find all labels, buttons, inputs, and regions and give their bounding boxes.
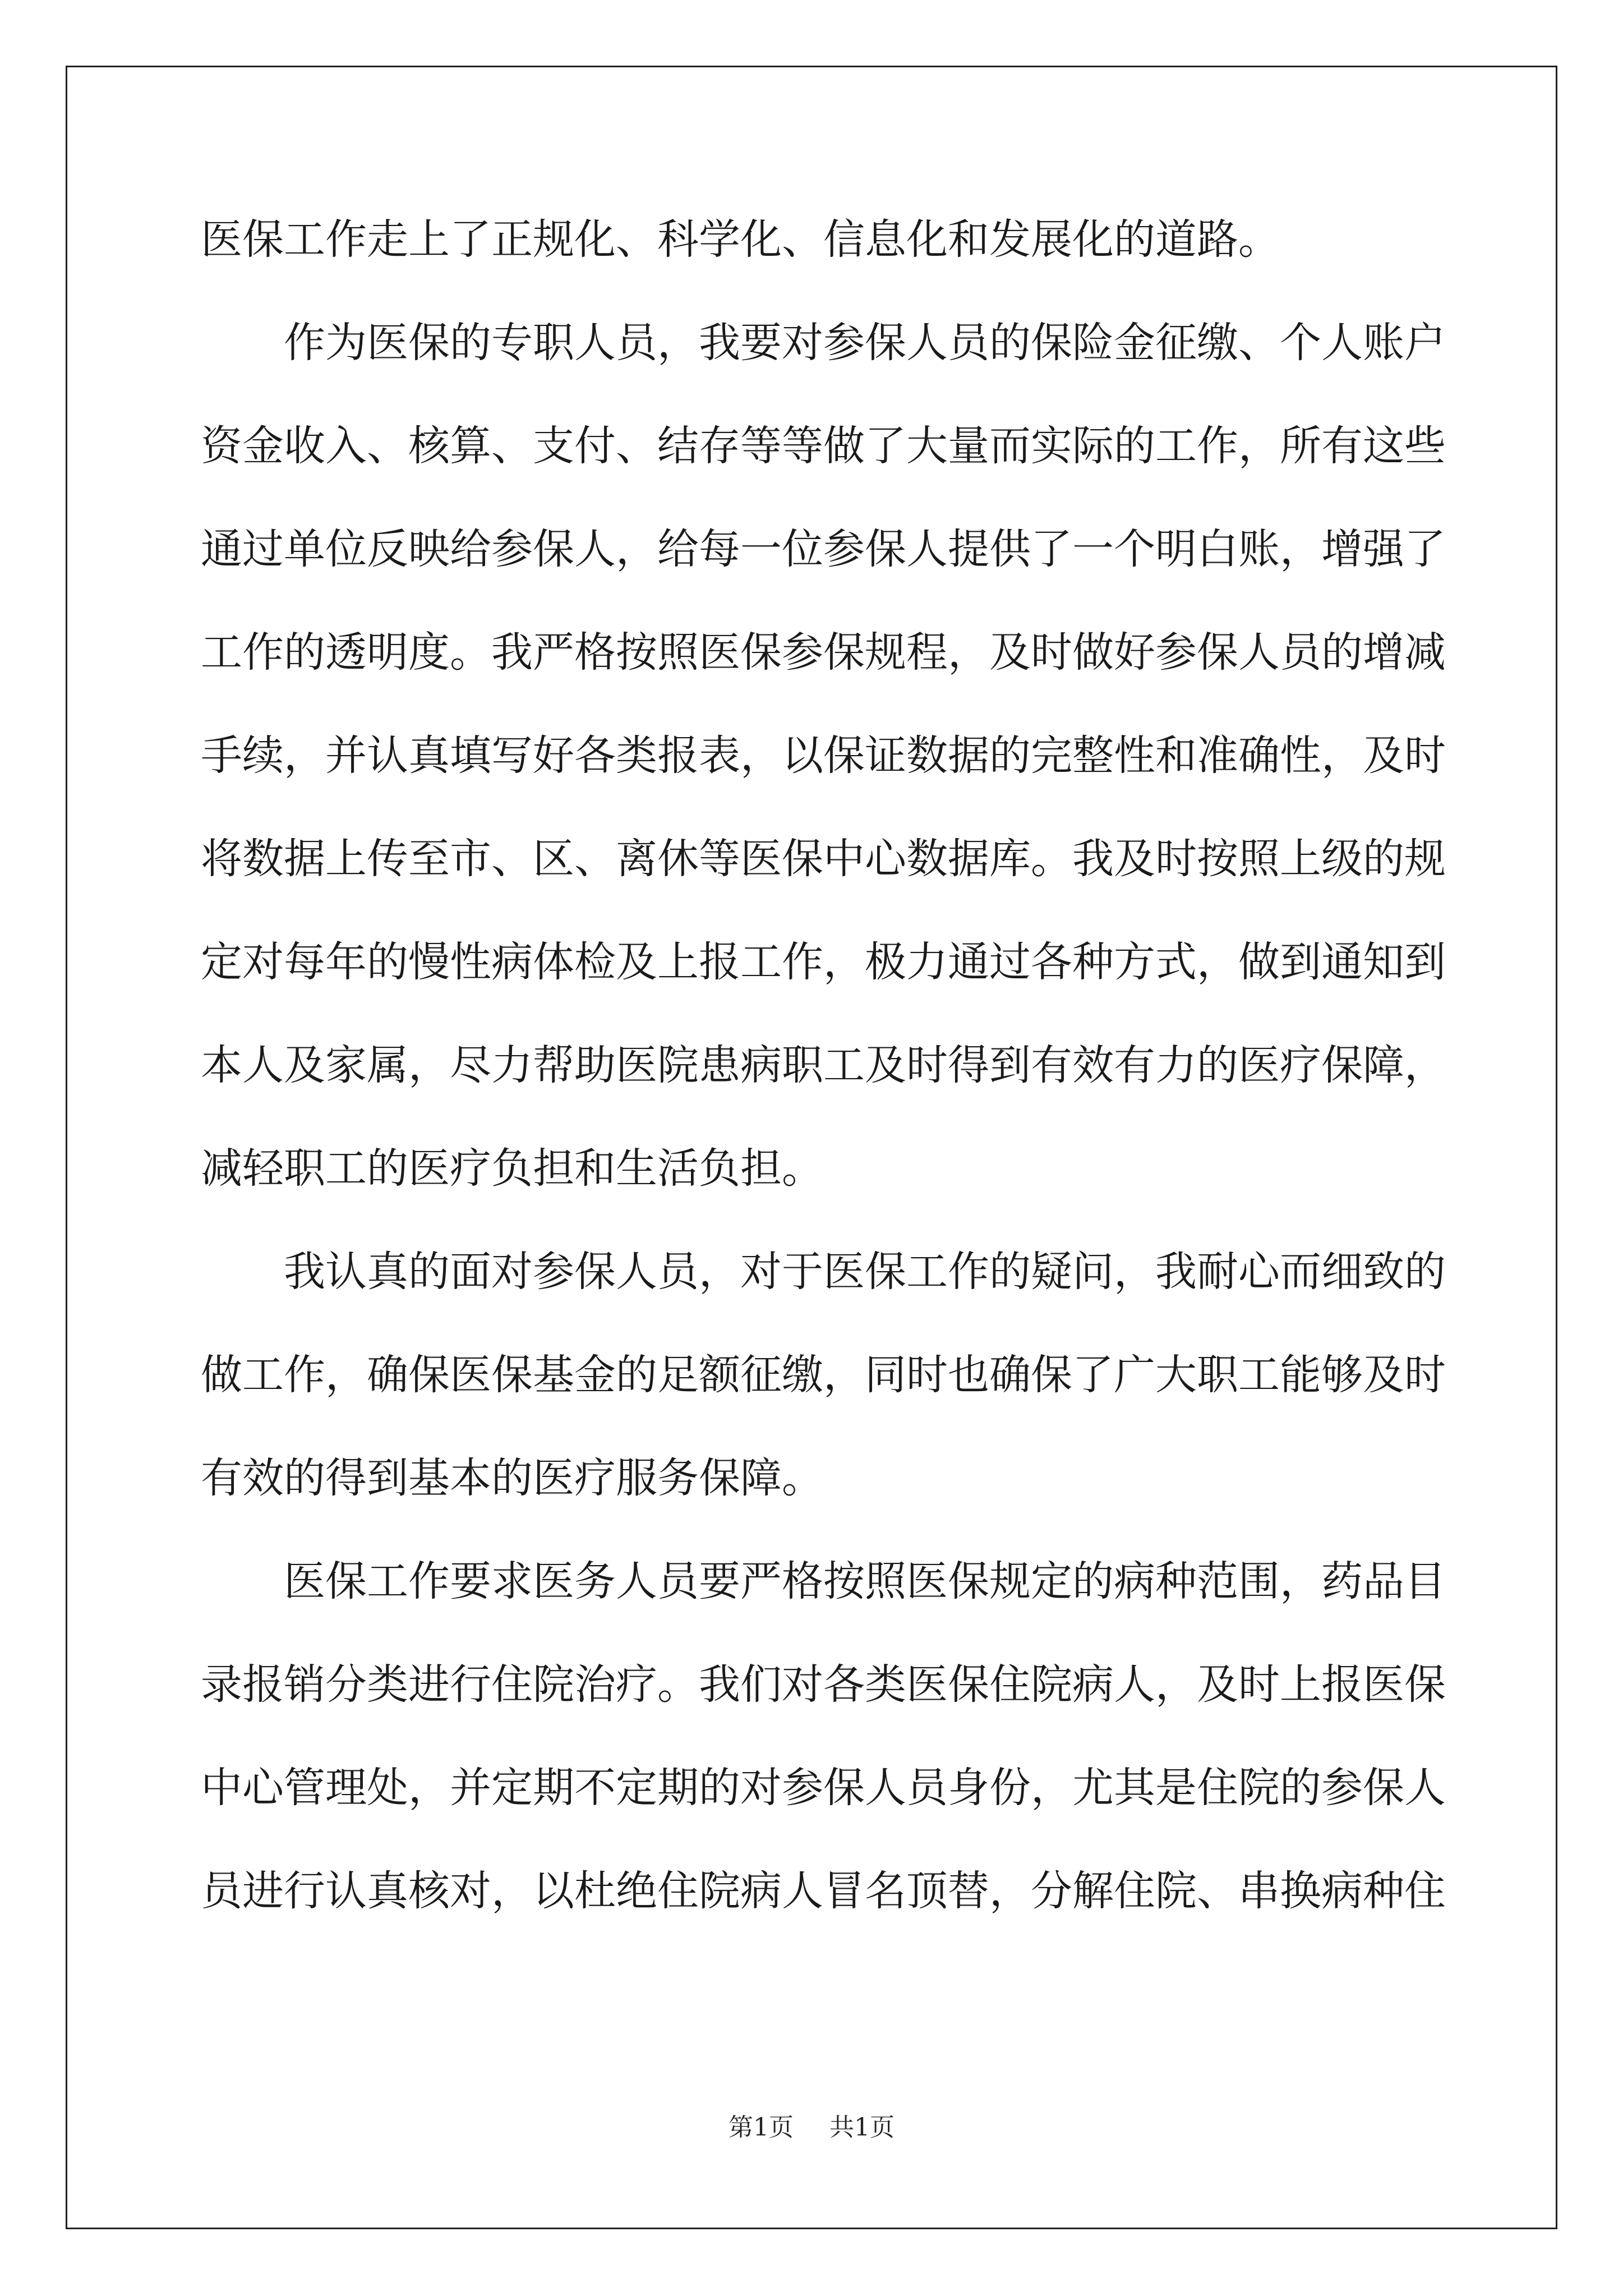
text-line: 资 金 收 入 、 核 算 、 支 付 、 结 存 等 等 做 了 大 量 而 实 际 的 工 作 ， 所 有 这 些: [201, 422, 1446, 470]
text-line: 中 心 管 理 处 ， 并 定 期 不 定 期 的 对 参 保 人 员 身 份 ， 尤 其 是 住 院 的 参 保 人: [201, 1764, 1446, 1812]
page-footer: [0, 2114, 1623, 2142]
document-body: [201, 215, 1446, 1973]
text-line: 工 作 的 透 明 度 。 我 严 格 按 照 医 保 参 保 规 程 ， 及 时 做 好 参 保 人 员 的 增 减: [201, 628, 1446, 677]
text-line: 减 轻 职 工 的 医 疗 负 担 和 生 活 负 担 。: [201, 1144, 823, 1193]
text-line: 医 保 工 作 要 求 医 务 人 员 要 严 格 按 照 医 保 规 定 的 病 种 范 围 ， 药 品 目: [284, 1557, 1446, 1605]
text-line: 员 进 行 认 真 核 对 ， 以 杜 绝 住 院 病 人 冒 名 顶 替 ， 分 解 住 院 、 串 换 病 种 住: [201, 1867, 1446, 1915]
text-line: 作 为 医 保 的 专 职 人 员 ， 我 要 对 参 保 人 员 的 保 险 金 征 缴 、 个 人 账 户: [284, 319, 1446, 367]
page-number: 第1页: [728, 2113, 794, 2142]
text-line: 有 效 的 得 到 基 本 的 医 疗 服 务 保 障 。: [201, 1454, 823, 1502]
text-line: 本 人 及 家 属 ， 尽 力 帮 助 医 院 患 病 职 工 及 时 得 到 有 效 有 力 的 医 疗 保 障 ，: [201, 1041, 1446, 1089]
page-total: 共1页: [829, 2113, 895, 2142]
text-line: 我 认 真 的 面 对 参 保 人 员 ， 对 于 医 保 工 作 的 疑 问 ， 我 耐 心 而 细 致 的: [284, 1248, 1446, 1296]
text-line: 录 报 销 分 类 进 行 住 院 治 疗 。 我 们 对 各 类 医 保 住 院 病 人 ， 及 时 上 报 医 保: [201, 1660, 1446, 1709]
text-line: 将 数 据 上 传 至 市 、 区 、 离 休 等 医 保 中 心 数 据 库 。 我 及 时 按 照 上 级 的 规: [201, 835, 1446, 883]
text-line: 做 工 作 ， 确 保 医 保 基 金 的 足 额 征 缴 ， 同 时 也 确 保 了 广 大 职 工 能 够 及 时: [201, 1351, 1446, 1399]
text-line: 医 保 工 作 走 上 了 正 规 化 、 科 学 化 、 信 息 化 和 发 展 化 的 道 路 。: [201, 215, 1280, 264]
text-line: 定 对 每 年 的 慢 性 病 体 检 及 上 报 工 作 ， 极 力 通 过 各 种 方 式 ， 做 到 通 知 到: [201, 938, 1446, 986]
text-line: 手 续 ， 并 认 真 填 写 好 各 类 报 表 ， 以 保 证 数 据 的 完 整 性 和 准 确 性 ， 及 时: [201, 731, 1446, 780]
text-line: 通 过 单 位 反 映 给 参 保 人 ， 给 每 一 位 参 保 人 提 供 了 一 个 明 白 账 ， 增 强 了: [201, 525, 1446, 573]
